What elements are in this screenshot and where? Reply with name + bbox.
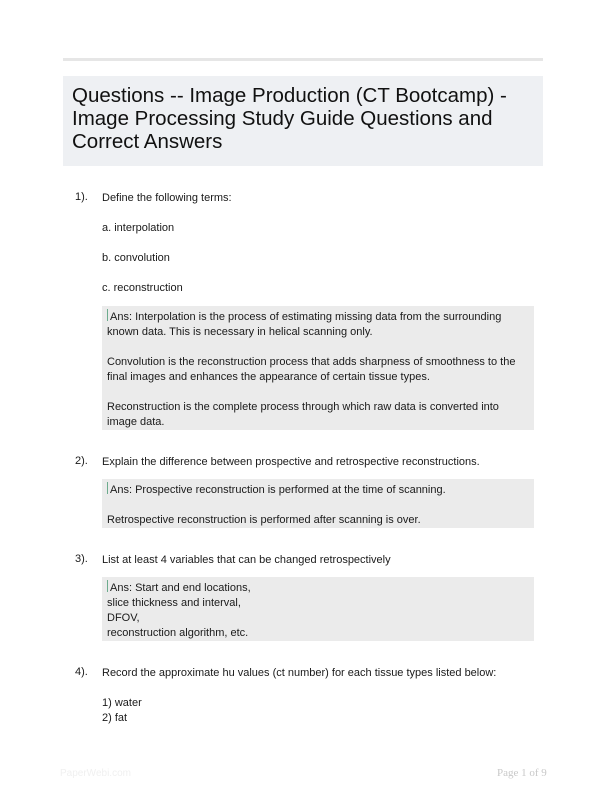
answer-box: [102, 306, 534, 430]
watermark-text: PaperWebi.com: [60, 768, 131, 779]
answer-paragraph: Ans: Interpolation is the process of estimating missing data from the surrounding known data. This is necessary in helical scanning only.: [107, 311, 502, 338]
answer-paragraph: Retrospective reconstruction is performed after scanning is over.: [107, 514, 421, 526]
answer-paragraph: Convolution is the reconstruction process that adds sharpness of smoothness to the final images and enhances the appearance of certain tissue types.: [107, 356, 516, 383]
question-number: 3).: [75, 553, 88, 565]
title-banner: [63, 76, 543, 166]
answer-line: slice thickness and interval,: [107, 597, 241, 609]
term-item: c. reconstruction: [102, 282, 183, 294]
question-text: List at least 4 variables that can be changed retrospectively: [102, 554, 391, 566]
term-item: b. convolution: [102, 252, 170, 264]
question-number: 4).: [75, 666, 88, 678]
list-item: 2) fat: [102, 712, 128, 724]
question-text: Record the approximate hu values (ct number) for each tissue types listed below:: [102, 667, 497, 679]
answer-line: Ans: Start and end locations,: [110, 582, 251, 594]
text-cursor-mark: [107, 482, 108, 494]
list-item: 1) water: [102, 697, 142, 709]
question-number: 1).: [75, 191, 88, 203]
answer-line: DFOV,: [107, 612, 140, 624]
question-text: Explain the difference between prospective and retrospective reconstructions.: [102, 456, 480, 468]
question-number: 2).: [75, 455, 88, 467]
question-text: Define the following terms:: [102, 192, 232, 204]
top-divider: [63, 58, 543, 61]
page-number: Page 1 of 9: [497, 767, 547, 779]
term-item: a. interpolation: [102, 222, 175, 234]
answer-paragraph: Reconstruction is the complete process through which raw data is converted into image data.: [107, 401, 499, 428]
text-cursor-mark: [107, 309, 108, 321]
answer-line: reconstruction algorithm, etc.: [107, 627, 249, 639]
answer-box: [102, 479, 534, 528]
text-cursor-mark: [107, 580, 108, 592]
answer-paragraph: Ans: Prospective reconstruction is performed at the time of scanning.: [110, 484, 446, 496]
page-title: Questions -- Image Production (CT Bootcamp) - Image Processing Study Guide Questions and Correct Answers: [72, 84, 507, 153]
answer-box: [102, 577, 534, 641]
